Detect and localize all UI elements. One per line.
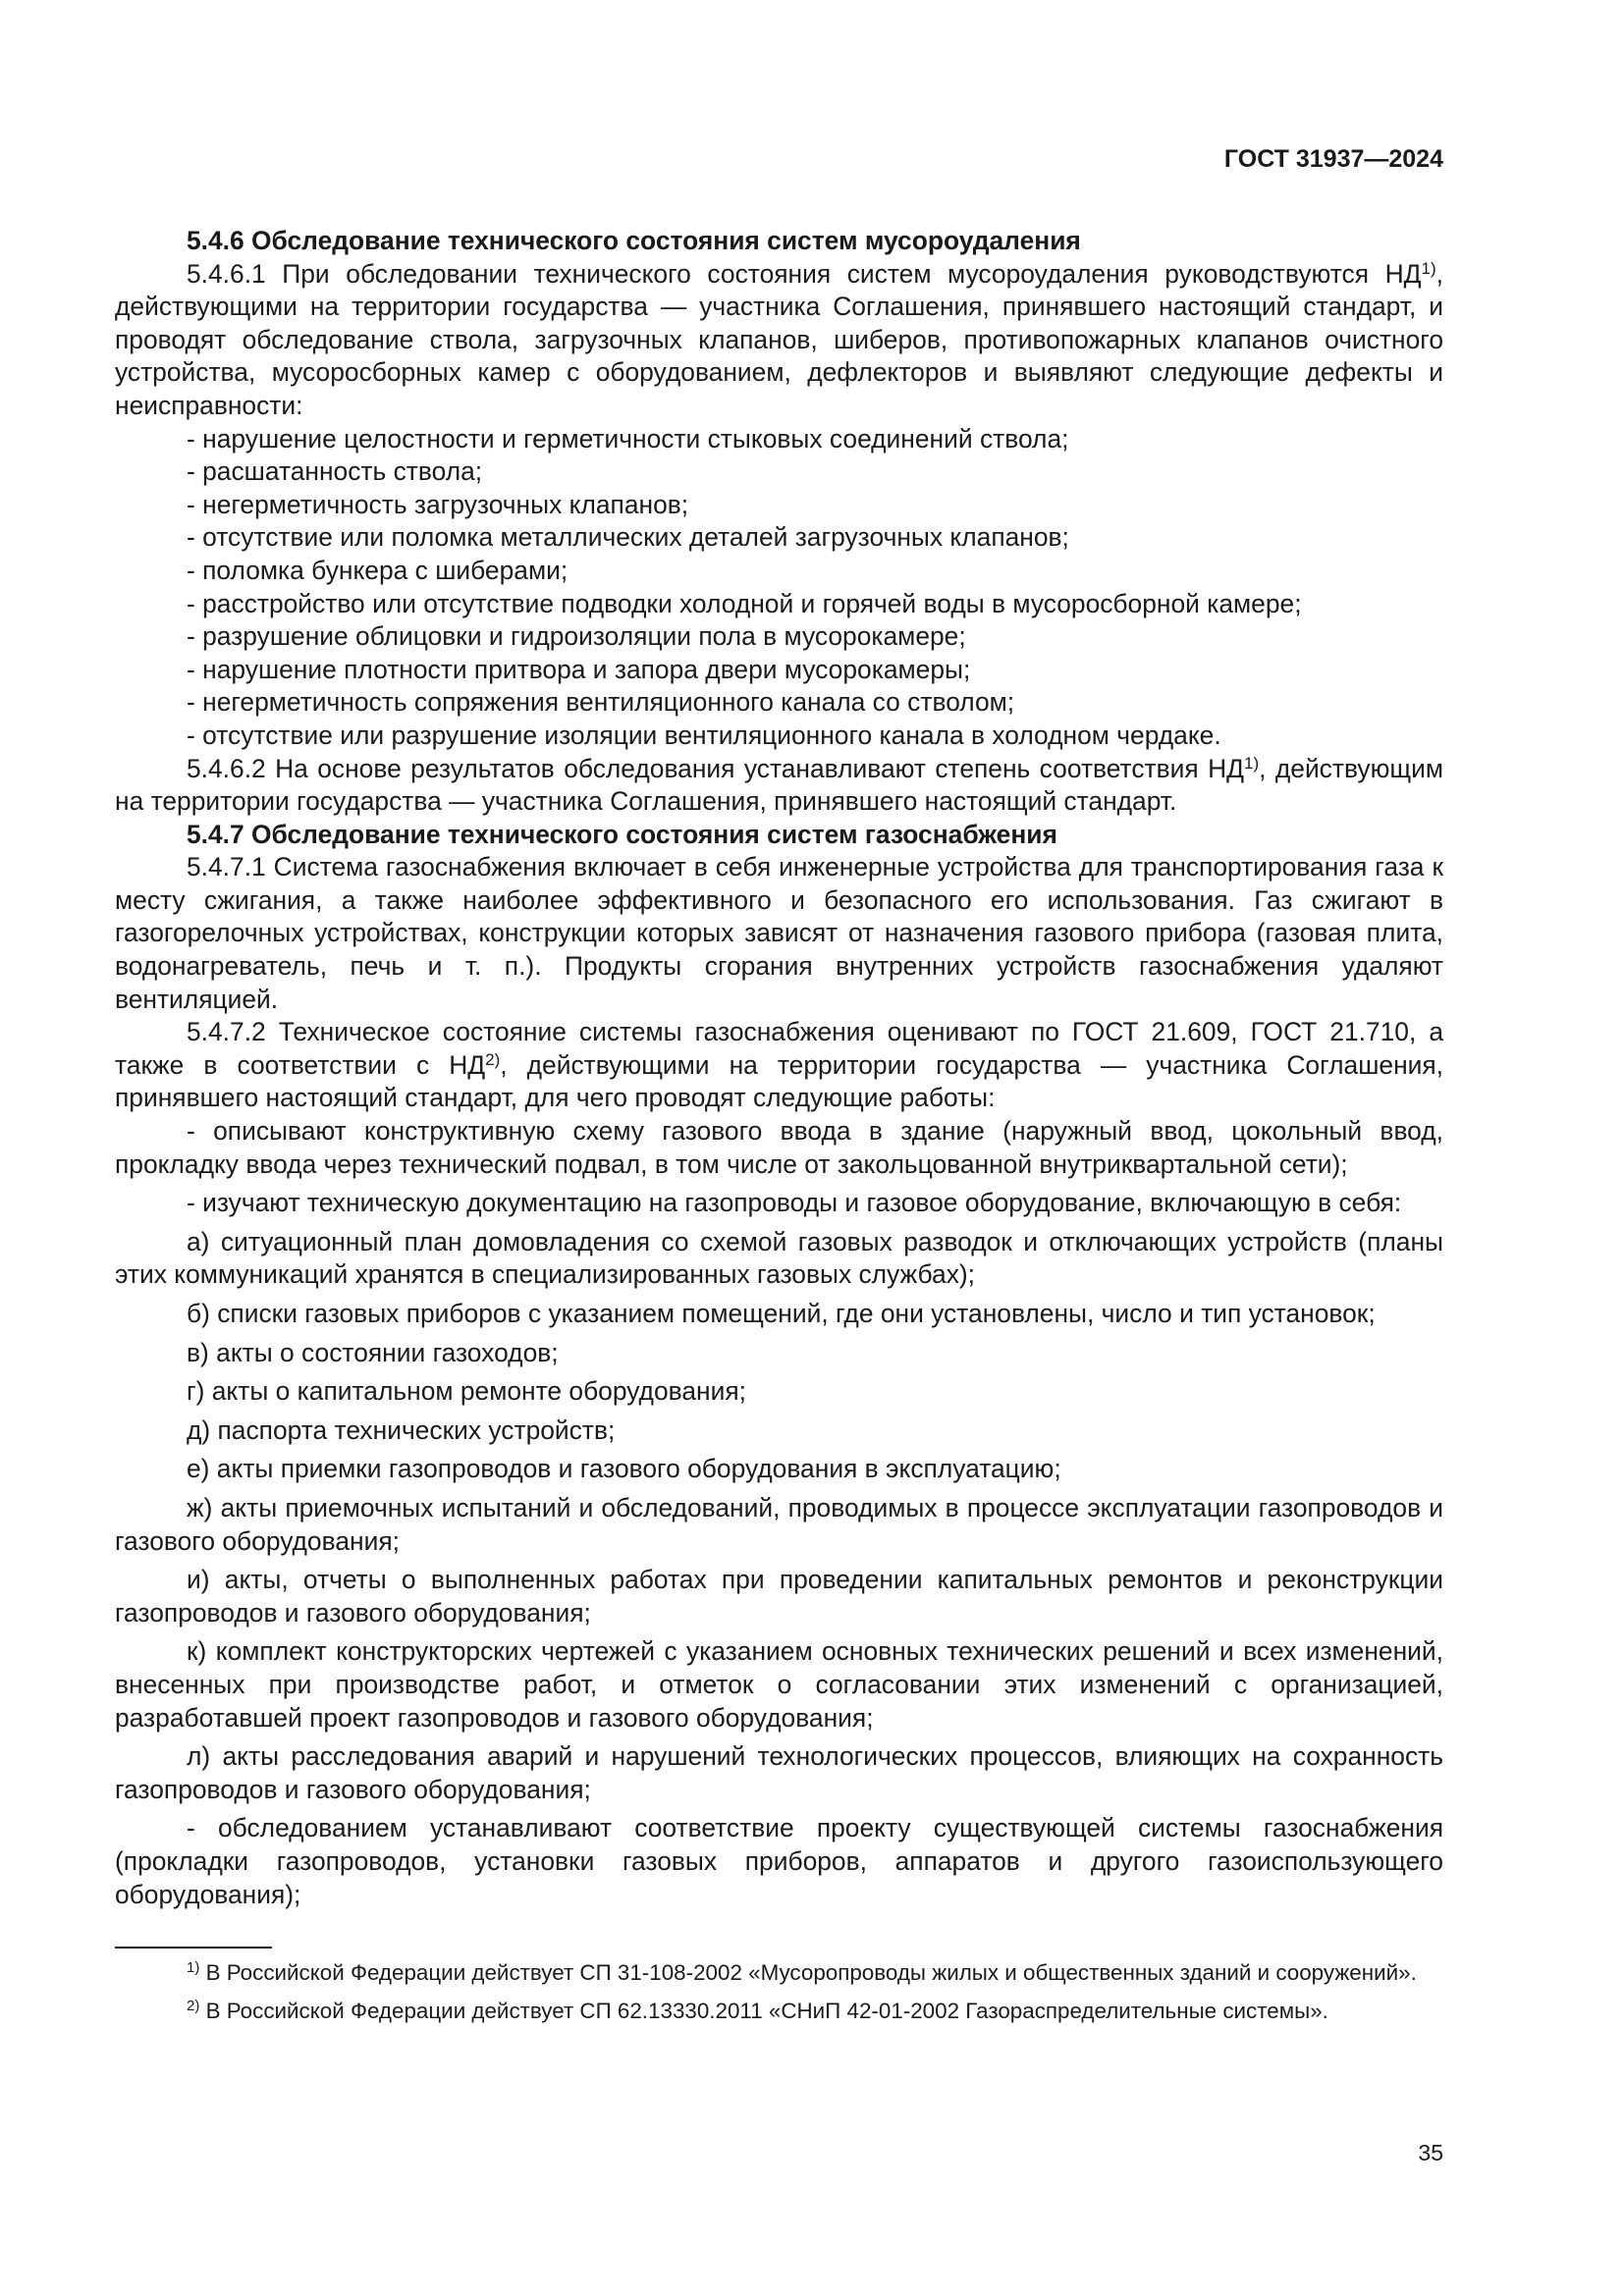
defect-item: - разрушение облицовки и гидроизоляции пола в мусорокамере; [187, 621, 966, 652]
paragraph-5-4-7-1: 5.4.7.1 Система газоснабжения включает в себя инженерные устройства для транспортирования газа к месту сжигания, а также наиболее эффективного и безопасного его использования. Газ сжигают в газогорелочных устройствах, конструкции которых зависят от назначения газового прибора (газовая плита, водонагреватель, печь и т. п.). Продукты сгорания внутренних устройств газоснабжения удаляют вентиляцией. [115, 852, 1443, 1014]
documentation-item: и) акты, отчеты о выполненных работах при проведении капитальных ремонтов и реконструкции газопроводов и газового оборудования; [115, 1565, 1443, 1628]
defect-item: - отсутствие или разрушение изоляции вентиляционного канала в холодном чердаке. [187, 720, 1221, 750]
footnote-ref: 2) [485, 1049, 501, 1069]
work-item-1: - описывают конструктивную схему газового ввода в здание (наружный ввод, цокольный ввод, прокладку ввода через технический подвал, в том числе от закольцованной внутриквартальной сети); [115, 1116, 1443, 1179]
documentation-item: е) акты приемки газопроводов и газового оборудования в эксплуатацию; [187, 1454, 1061, 1484]
footnote-2 [115, 1997, 1443, 2025]
defect-item: - поломка бункера с шиберами; [187, 555, 568, 585]
page-number: 35 [1418, 2140, 1443, 2165]
work-item-3: - обследованием устанавливают соответствие проекту существующей системы газоснабжения (прокладки газопроводов, установки газовых приборов, аппаратов и другого газоиспользующего оборудования); [115, 1813, 1443, 1909]
paragraph-text: 5.4.6.1 При обследовании технического состояния систем мусороудаления руководствуются НД [187, 258, 1422, 289]
defect-item: - расшатанность ствола; [187, 456, 483, 487]
documentation-item: д) паспорта технических устройств; [187, 1415, 616, 1445]
documentation-item: ж) акты приемочных испытаний и обследований, проводимых в процессе эксплуатации газопроводов и газового оборудования; [115, 1492, 1443, 1556]
work-item-2: - изучают техническую документацию на газопроводы и газовое оборудование, включающую в себя: [187, 1188, 1402, 1218]
defect-item: - нарушение плотности притвора и запора двери мусорокамеры; [187, 654, 971, 684]
footnote-text: В Российской Федерации действует СП 62.13330.2011 «СНиП 42-01-2002 Газораспределительные системы». [199, 1999, 1328, 2023]
footnote-mark: 2) [187, 1998, 200, 2014]
footnote-1 [115, 1958, 1443, 1987]
documentation-item: а) ситуационный план домовладения со схемой газовых разводок и отключающих устройств (планы этих коммуникаций хранятся в специализированных газовых службах); [115, 1226, 1443, 1290]
footnotes [115, 1958, 1443, 2025]
footnote-separator [115, 1947, 272, 1949]
paragraph-5-4-7-2 [115, 1016, 1443, 1115]
document-code: ГОСТ 31937—2024 [1223, 145, 1443, 173]
footnote-mark: 1) [187, 1959, 200, 1976]
documentation-item: к) комплект конструкторских чертежей с указанием основных технических решений и всех изменений, внесенных при производстве работ, и отметок о согласовании этих изменений с организацией, разработавшей проект газопроводов и газового оборудования; [115, 1636, 1443, 1733]
paragraph-text: 5.4.6.2 На основе результатов обследования устанавливают степень соответствия НД [187, 753, 1245, 783]
footnote-text: В Российской Федерации действует СП 31-108-2002 «Мусоропроводы жилых и общественных зданий и сооружений». [199, 1960, 1417, 1985]
documentation-item: г) акты о капитальном ремонте оборудования; [187, 1376, 746, 1407]
defect-item: - нарушение целостности и герметичности стыковых соединений ствола; [187, 423, 1069, 454]
documentation-item: л) акты расследования аварий и нарушений технологических процессов, влияющих на сохранность газопроводов и газового оборудования; [115, 1741, 1443, 1804]
paragraph-5-4-6-2 [115, 753, 1443, 819]
defect-item: - отсутствие или поломка металлических деталей загрузочных клапанов; [187, 522, 1069, 553]
defect-item: - негерметичность загрузочных клапанов; [187, 489, 689, 519]
section-heading-5-4-7: 5.4.7 Обследование технического состояния систем газоснабжения [187, 819, 1057, 849]
defect-item: - негерметичность сопряжения вентиляционного канала со стволом; [187, 687, 1015, 718]
paragraph-text-cont: , действующими на территории государства — участника Соглашения, принявшего настоящий стандарт, и проводят обследование ствола, загрузочных клапанов, шиберов, противопожарных клапанов очистного устройства, мусоросборных камер с оборудованием, дефлекторов и выявляют следующие дефекты и неисправности: [115, 258, 1443, 420]
documentation-item: б) списки газовых приборов с указанием помещений, где они установлены, число и тип установок; [187, 1299, 1376, 1328]
section-heading-5-4-6: 5.4.6 Обследование технического состояния систем мусороудаления [187, 226, 1081, 255]
defect-item: - расстройство или отсутствие подводки холодной и горячей воды в мусоросборной камере; [187, 588, 1302, 618]
paragraph-text: 5.4.7.2 Техническое состояние системы газоснабжения оценивают по ГОСТ 21.609, ГОСТ 21.710, а также в соответствии с НД [115, 1017, 1443, 1080]
main-text [115, 225, 1443, 1911]
paragraph-5-4-6-1 [115, 258, 1443, 423]
documentation-item: в) акты о состоянии газоходов; [187, 1337, 559, 1367]
footnote-ref: 1) [1244, 753, 1260, 773]
documentation-list [115, 1226, 1443, 1807]
paragraph-text-cont: , действующими на территории государства — участника Соглашения, принявшего настоящий стандарт, для чего проводят следующие работы: [115, 1049, 1444, 1113]
footnote-ref: 1) [1421, 258, 1436, 278]
defects-list [115, 423, 1443, 753]
paragraph-text-cont: , действующим на территории государства — участника Соглашения, принявшего настоящий стандарт. [115, 753, 1443, 817]
